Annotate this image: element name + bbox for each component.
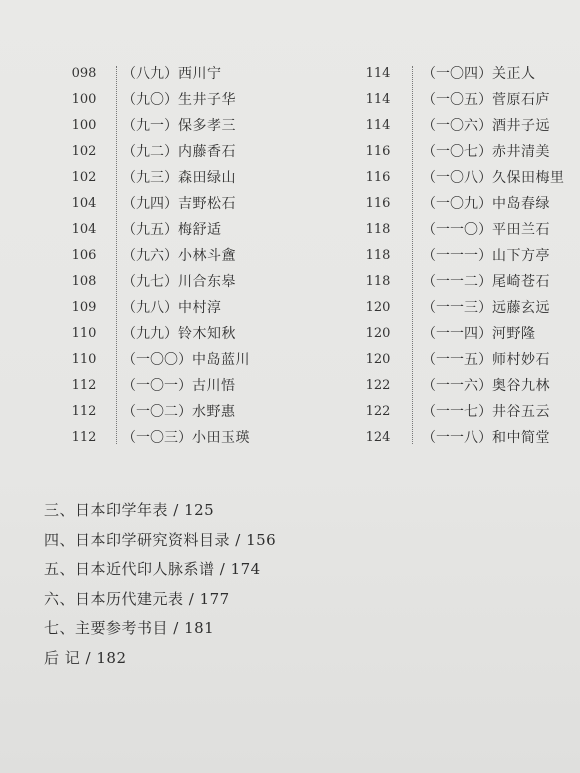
entry-page-number: 114: [365, 91, 391, 107]
entry-page-number: 104: [71, 221, 97, 237]
toc-entry: [356, 112, 580, 138]
toc-entry: [62, 242, 312, 268]
toc-entry: [62, 112, 312, 138]
right-toc-column: [356, 60, 580, 450]
toc-entry: [356, 190, 580, 216]
entry-index: （一〇四）: [422, 66, 492, 82]
toc-entry: [62, 268, 312, 294]
toc-entry: [62, 86, 312, 112]
entry-index: （九九）: [122, 326, 178, 342]
entry-page-number: 110: [71, 325, 97, 341]
entry-index: （一〇三）: [122, 430, 192, 446]
section-list: [44, 496, 276, 673]
entry-index: （一〇二）: [122, 404, 192, 420]
entry-name: 川合东皋: [178, 274, 236, 290]
entry-index: （九〇）: [122, 92, 178, 108]
toc-entry: [62, 190, 312, 216]
entry-name: 小田玉瑛: [192, 430, 250, 446]
entry-name: 远藤玄远: [492, 300, 550, 316]
entry-page-number: 118: [365, 247, 391, 263]
toc-entry: [62, 346, 312, 372]
toc-entry: [62, 424, 312, 450]
entry-index: （一〇〇）: [122, 352, 192, 368]
entry-name: 赤井清美: [492, 144, 550, 160]
entry-index: （一〇五）: [422, 92, 492, 108]
section-heading: 三、日本印学年表 / 125: [44, 501, 215, 519]
toc-entry: [62, 138, 312, 164]
toc-entry: [356, 86, 580, 112]
entry-name: 小林斗盦: [178, 248, 236, 264]
toc-entry: [62, 398, 312, 424]
toc-entry: [356, 424, 580, 450]
entry-name: 古川悟: [192, 378, 236, 394]
toc-entry: [62, 320, 312, 346]
entry-page-number: 102: [71, 169, 97, 185]
entry-name: 菅原石庐: [492, 92, 550, 108]
entry-page-number: 112: [71, 377, 97, 393]
toc-entry: [356, 346, 580, 372]
toc-entry: [62, 60, 312, 86]
entry-name: 尾崎苍石: [492, 274, 550, 290]
entry-page-number: 109: [71, 299, 97, 315]
toc-entry: [62, 164, 312, 190]
entry-name: 关正人: [492, 66, 536, 82]
entry-index: （九八）: [122, 300, 178, 316]
entry-page-number: 114: [365, 65, 391, 81]
entry-index: （一一三）: [422, 300, 492, 316]
entry-index: （九一）: [122, 118, 178, 134]
entry-page-number: 116: [365, 169, 391, 185]
entry-index: （一〇六）: [422, 118, 492, 134]
entry-name: 奥谷九林: [492, 378, 550, 394]
entry-page-number: 098: [71, 65, 97, 81]
entry-page-number: 120: [365, 325, 391, 341]
section-heading: 七、主要参考书目 / 181: [44, 619, 215, 637]
entry-index: （九四）: [122, 196, 178, 212]
toc-entry: [356, 216, 580, 242]
entry-index: （一一二）: [422, 274, 492, 290]
section-heading: 后 记 / 182: [44, 648, 127, 667]
entry-index: （一〇九）: [422, 196, 492, 212]
entry-index: （九五）: [122, 222, 178, 238]
toc-entry: [356, 320, 580, 346]
entry-page-number: 124: [365, 429, 391, 445]
entry-index: （一一一）: [422, 248, 492, 264]
entry-name: 梅舒适: [178, 222, 222, 238]
entry-name: 和中简堂: [492, 430, 550, 446]
entry-page-number: 100: [71, 117, 97, 133]
toc-entry: [356, 268, 580, 294]
toc-entry: [356, 164, 580, 190]
entry-index: （一一〇）: [422, 222, 492, 238]
entry-index: （一〇八）: [422, 170, 492, 186]
entry-page-number: 118: [365, 273, 391, 289]
toc-entry: [356, 398, 580, 424]
entry-name: 河野隆: [492, 326, 536, 342]
entry-name: 内藤香石: [178, 144, 236, 160]
entry-index: （一一六）: [422, 378, 492, 394]
entry-page-number: 116: [365, 195, 391, 211]
entry-name: 中岛蓝川: [192, 352, 250, 368]
entry-index: （一〇七）: [422, 144, 492, 160]
entry-name: 井谷五云: [492, 404, 550, 420]
entry-name: 西川宁: [178, 66, 222, 82]
entry-name: 平田兰石: [492, 222, 550, 238]
entry-index: （一一五）: [422, 352, 492, 368]
entry-index: （一一七）: [422, 404, 492, 420]
entry-name: 森田绿山: [178, 170, 236, 186]
entry-page-number: 122: [365, 377, 391, 393]
toc-entry: [356, 372, 580, 398]
entry-page-number: 112: [71, 429, 97, 445]
entry-page-number: 118: [365, 221, 391, 237]
entry-name: 水野惠: [192, 404, 236, 420]
entry-index: （九七）: [122, 274, 178, 290]
toc-entry: [356, 242, 580, 268]
entry-index: （一一四）: [422, 326, 492, 342]
entry-page-number: 112: [71, 403, 97, 419]
entry-index: （九三）: [122, 170, 178, 186]
entry-page-number: 116: [365, 143, 391, 159]
toc-entry: [62, 294, 312, 320]
entry-page-number: 120: [365, 351, 391, 367]
entry-page-number: 102: [71, 143, 97, 159]
toc-entry: [62, 372, 312, 398]
entry-page-number: 114: [365, 117, 391, 133]
entry-name: 酒井子远: [492, 118, 550, 134]
toc-entry: [356, 60, 580, 86]
left-toc-column: [62, 60, 312, 450]
entry-page-number: 106: [71, 247, 97, 263]
entry-page-number: 122: [365, 403, 391, 419]
entry-index: （一一八）: [422, 430, 492, 446]
section-heading: 四、日本印学研究资料目录 / 156: [44, 530, 277, 549]
section-heading: 五、日本近代印人脉系谱 / 174: [44, 560, 261, 578]
toc-entry: [356, 294, 580, 320]
entry-name: 生井子华: [178, 92, 236, 108]
entry-name: 久保田梅里: [492, 170, 565, 186]
entry-name: 铃木知秋: [178, 326, 236, 342]
entry-name: 保多孝三: [178, 118, 236, 134]
entry-index: （九六）: [122, 248, 178, 264]
entry-index: （九二）: [122, 144, 178, 160]
entry-name: 师村妙石: [492, 352, 550, 368]
entry-index: （一〇一）: [122, 378, 192, 394]
entry-name: 中村淳: [178, 300, 222, 316]
section-heading: 六、日本历代建元表 / 177: [44, 589, 230, 608]
entry-page-number: 110: [71, 351, 97, 367]
entry-name: 中岛春绿: [492, 196, 550, 212]
entry-name: 山下方亭: [492, 248, 550, 264]
toc-entry: [356, 138, 580, 164]
entry-page-number: 108: [71, 273, 97, 289]
entry-page-number: 104: [71, 195, 97, 211]
entry-page-number: 100: [71, 91, 97, 107]
entry-index: （八九）: [122, 66, 178, 82]
entry-name: 吉野松石: [178, 196, 236, 212]
toc-entry: [62, 216, 312, 242]
entry-page-number: 120: [365, 299, 391, 315]
